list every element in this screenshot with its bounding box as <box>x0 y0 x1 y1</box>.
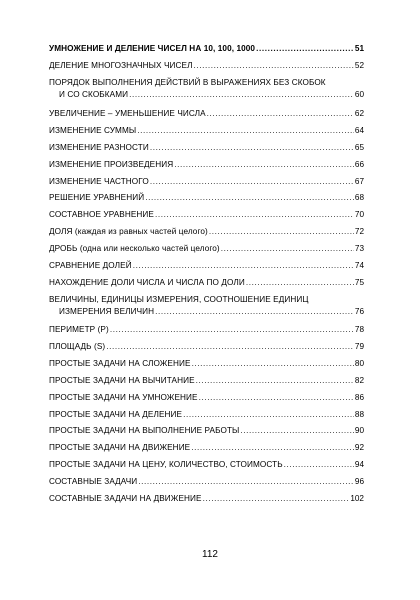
toc-entry-line <box>49 409 364 421</box>
toc-entry <box>49 260 364 272</box>
toc-dot-leader <box>221 243 354 255</box>
toc-entry-line <box>49 459 364 471</box>
toc-entry-line <box>49 43 364 55</box>
toc-entry-line <box>49 277 364 289</box>
toc-entry <box>49 108 364 120</box>
toc-page-number: 79 <box>354 342 364 351</box>
toc-entry-title: И СО СКОБКАМИ <box>59 90 129 99</box>
toc-dot-leader <box>138 476 354 488</box>
toc-dot-leader <box>209 226 354 238</box>
toc-dot-leader <box>256 43 354 55</box>
toc-entry-line <box>49 77 364 89</box>
toc-page-number: 92 <box>354 443 364 452</box>
toc-entry-line <box>49 341 364 353</box>
toc-entry-title: ИЗМЕРЕНИЯ ВЕЛИЧИН <box>59 307 155 316</box>
toc-page-number: 75 <box>354 278 364 287</box>
toc-entry-title: НАХОЖДЕНИЕ ДОЛИ ЧИСЛА И ЧИСЛА ПО ДОЛИ <box>49 278 245 287</box>
toc-entry <box>49 442 364 454</box>
toc-dot-leader <box>194 60 354 72</box>
toc-dot-leader <box>106 341 354 353</box>
toc-page-number: 62 <box>354 109 364 118</box>
toc-entry-line <box>49 142 364 154</box>
toc-page-number: 52 <box>354 61 364 70</box>
toc-entry-continuation <box>49 89 364 101</box>
toc-entry-line <box>49 108 364 120</box>
toc-entry <box>49 425 364 437</box>
toc-entry <box>49 176 364 188</box>
toc-entry <box>49 409 364 421</box>
toc-page-number: 78 <box>354 325 364 334</box>
toc-entry-continuation <box>49 306 364 318</box>
toc-entry <box>49 142 364 154</box>
toc-entry-line <box>49 125 364 137</box>
toc-dot-leader <box>129 89 354 101</box>
toc-page-number: 94 <box>354 460 364 469</box>
toc-entry-line <box>49 476 364 488</box>
toc-entry-title: ВЕЛИЧИНЫ, ЕДИНИЦЫ ИЗМЕРЕНИЯ, СООТНОШЕНИЕ ЕДИНИЦ <box>49 295 309 304</box>
toc-entry <box>49 277 364 289</box>
toc-entry-title: ДЕЛЕНИЕ МНОГОЗНАЧНЫХ ЧИСЕЛ <box>49 61 193 70</box>
toc-entry <box>49 209 364 221</box>
toc-entry <box>49 392 364 404</box>
toc-entry-title: ПЛОЩАДЬ (S) <box>49 342 106 351</box>
toc-entry-line <box>49 260 364 272</box>
toc-dot-leader <box>174 159 354 171</box>
toc-page-number: 82 <box>354 376 364 385</box>
toc-page-number: 73 <box>354 244 364 253</box>
toc-entry <box>49 192 364 204</box>
toc-entry <box>49 125 364 137</box>
toc-entry-line <box>49 358 364 370</box>
toc-entry-line <box>49 243 364 255</box>
toc-entry-title: ПРОСТЫЕ ЗАДАЧИ НА ЦЕНУ, КОЛИЧЕСТВО, СТОИМОСТЬ <box>49 460 283 469</box>
toc-page-number: 68 <box>354 193 364 202</box>
toc-entry-title: СОСТАВНЫЕ ЗАДАЧИ НА ДВИЖЕНИЕ <box>49 494 202 503</box>
toc-entry-line <box>49 176 364 188</box>
toc-entry <box>49 324 364 336</box>
toc-entry-title: ПРОСТЫЕ ЗАДАЧИ НА ДВИЖЕНИЕ <box>49 443 191 452</box>
toc-dot-leader <box>192 358 354 370</box>
toc-dot-leader <box>207 108 354 120</box>
toc-entry-title: УМНОЖЕНИЕ И ДЕЛЕНИЕ ЧИСЕЛ НА 10, 100, 1000 <box>49 44 256 53</box>
toc-entry-line <box>49 442 364 454</box>
toc-dot-leader <box>155 306 354 318</box>
toc-entry-title: ИЗМЕНЕНИЕ РАЗНОСТИ <box>49 143 149 152</box>
toc-entry-line <box>49 226 364 238</box>
toc-page-number: 96 <box>354 477 364 486</box>
toc-entry-title: РЕШЕНИЕ УРАВНЕНИЙ <box>49 193 145 202</box>
toc-entry-title: ПЕРИМЕТР (P) <box>49 325 109 334</box>
toc-entry-title: ПРОСТЫЕ ЗАДАЧИ НА ВЫПОЛНЕНИЕ РАБОТЫ <box>49 426 240 435</box>
toc-entry <box>49 375 364 387</box>
toc-entry-line <box>49 493 364 505</box>
toc-entry-title: СОСТАВНОЕ УРАВНЕНИЕ <box>49 210 154 219</box>
toc-entry <box>49 341 364 353</box>
toc-dot-leader <box>145 192 354 204</box>
toc-entry <box>49 294 364 318</box>
toc-entry <box>49 159 364 171</box>
toc-entry-title: СРАВНЕНИЕ ДОЛЕЙ <box>49 261 132 270</box>
toc-entry <box>49 476 364 488</box>
toc-page-number: 90 <box>354 426 364 435</box>
toc-entry-title: УВЕЛИЧЕНИЕ – УМЕНЬШЕНИЕ ЧИСЛА <box>49 109 206 118</box>
toc-dot-leader <box>246 277 354 289</box>
toc-entry-title: ПРОСТЫЕ ЗАДАЧИ НА ДЕЛЕНИЕ <box>49 410 183 419</box>
toc-dot-leader <box>240 425 354 437</box>
toc-entry-line <box>49 324 364 336</box>
toc-dot-leader <box>110 324 354 336</box>
page-number: 112 <box>202 549 218 560</box>
toc-page-number: 64 <box>354 126 364 135</box>
toc-entry-line <box>49 375 364 387</box>
toc-page-number: 65 <box>354 143 364 152</box>
toc-dot-leader <box>191 442 354 454</box>
toc-page-number: 74 <box>354 261 364 270</box>
toc-entry-line <box>49 209 364 221</box>
toc-entry-line <box>49 60 364 72</box>
toc-page-number: 76 <box>354 307 364 316</box>
toc-dot-leader <box>150 142 354 154</box>
toc-entry-title: ИЗМЕНЕНИЕ СУММЫ <box>49 126 137 135</box>
toc-dot-leader <box>196 375 354 387</box>
toc-entry-title: ПРОСТЫЕ ЗАДАЧИ НА СЛОЖЕНИЕ <box>49 359 191 368</box>
toc-entry-line <box>49 425 364 437</box>
toc-entry-title: ИЗМЕНЕНИЕ ПРОИЗВЕДЕНИЯ <box>49 160 174 169</box>
toc-entry <box>49 358 364 370</box>
toc-page-number: 86 <box>354 393 364 402</box>
toc-page-number: 102 <box>350 494 364 503</box>
toc-entry <box>49 60 364 72</box>
toc-dot-leader <box>137 125 354 137</box>
toc-dot-leader <box>150 176 354 188</box>
toc-entry-title: ДРОБЬ (одна или несколько частей целого) <box>49 244 220 253</box>
toc-entry <box>49 243 364 255</box>
toc-page-number: 60 <box>354 90 364 99</box>
toc-entry <box>49 43 364 55</box>
toc-page-number: 80 <box>354 359 364 368</box>
toc-entry-title: ПРОСТЫЕ ЗАДАЧИ НА ВЫЧИТАНИЕ <box>49 376 195 385</box>
toc-entry-title: ИЗМЕНЕНИЕ ЧАСТНОГО <box>49 177 149 186</box>
toc-entry-line <box>49 192 364 204</box>
toc-page-number: 67 <box>354 177 364 186</box>
toc-entry-title: ПОРЯДОК ВЫПОЛНЕНИЯ ДЕЙСТВИЙ В ВЫРАЖЕНИЯХ БЕЗ СКОБОК <box>49 78 326 87</box>
toc-dot-leader <box>203 493 350 505</box>
toc-dot-leader <box>199 392 354 404</box>
toc-page-number: 72 <box>354 227 364 236</box>
toc-entry-line <box>49 392 364 404</box>
toc-page-number: 88 <box>354 410 364 419</box>
toc-page-number: 70 <box>354 210 364 219</box>
toc-entry <box>49 493 364 505</box>
toc-page-number: 66 <box>354 160 364 169</box>
toc-dot-leader <box>183 409 354 421</box>
toc-dot-leader <box>284 459 354 471</box>
toc-page-number: 51 <box>354 44 364 53</box>
toc-entry <box>49 77 364 101</box>
toc-dot-leader <box>133 260 354 272</box>
toc-entry-line <box>49 159 364 171</box>
toc-dot-leader <box>155 209 354 221</box>
toc-entry-title: ДОЛЯ (каждая из равных частей целого) <box>49 227 208 236</box>
toc-entry <box>49 226 364 238</box>
toc-entry <box>49 459 364 471</box>
toc-entry-line <box>49 294 364 306</box>
toc-entry-title: ПРОСТЫЕ ЗАДАЧИ НА УМНОЖЕНИЕ <box>49 393 198 402</box>
toc-entry-title: СОСТАВНЫЕ ЗАДАЧИ <box>49 477 138 486</box>
